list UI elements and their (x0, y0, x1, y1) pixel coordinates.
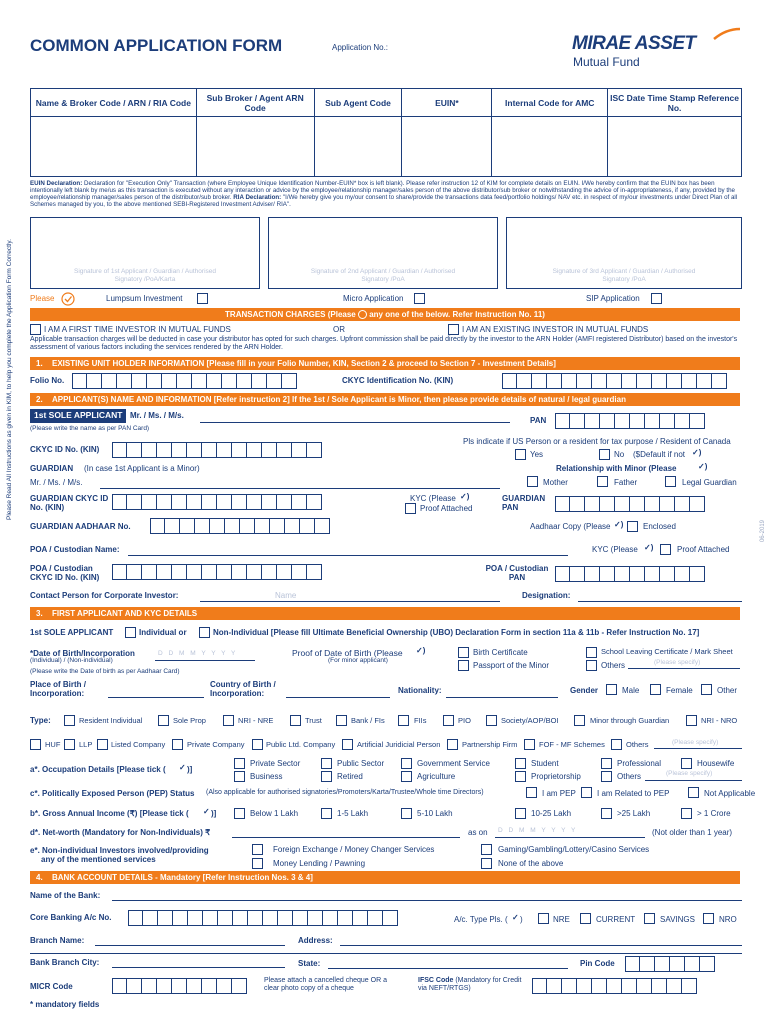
branch-name-line[interactable] (95, 945, 285, 946)
type-minor-label: Minor through Guardian (590, 716, 670, 725)
cheque-note: Please attach a cancelled cheque OR a clear photo copy of a cheque (264, 977, 387, 992)
income-1crore-checkbox[interactable] (681, 808, 692, 819)
default-if-not-label: ($Default if not (633, 450, 686, 459)
occ-government-checkbox[interactable] (401, 758, 412, 769)
income-25plus-checkbox[interactable] (601, 808, 612, 819)
branch-name-label: Branch Name: (30, 936, 85, 945)
type-trust-label: Trust (305, 716, 322, 725)
female-label: Female (666, 686, 693, 695)
sip-checkbox[interactable] (651, 293, 662, 304)
ac-type-label-end: ) (520, 915, 523, 924)
income-5to10-label: 5-10 Lakh (417, 809, 453, 818)
mother-label: Mother (543, 478, 568, 487)
poa-pan-boxes[interactable] (555, 566, 705, 582)
dob-label: *Date of Birth/Incorporation (30, 649, 135, 658)
type-sole-prop-label: Sole Prop (173, 716, 206, 725)
type-pio-label: PIO (458, 716, 471, 725)
broker-table (30, 88, 742, 177)
proof-others-specify: (Please specify) (654, 659, 701, 666)
signature-label-3: Signature of 3rd Applicant / Guardian / Authorised Signatory /PoA (552, 268, 696, 283)
type-listed-label: Listed Company (111, 740, 166, 749)
type-minor-checkbox[interactable] (574, 715, 585, 726)
tick-icon: ✓ (179, 763, 186, 772)
ifsc-note: (Mandatory for Credit via NEFT/RTGS) (418, 977, 522, 992)
bank-name-label: Name of the Bank: (30, 891, 101, 900)
father-checkbox[interactable] (597, 476, 608, 487)
or-label: OR (333, 325, 345, 334)
first-time-investor-checkbox[interactable] (30, 324, 41, 335)
broker-cell-isc[interactable] (608, 117, 742, 177)
type-fiis-checkbox[interactable] (398, 715, 409, 726)
lumpsum-label: Lumpsum Investment (106, 294, 183, 303)
poa-proof-label: Proof Attached (677, 545, 730, 554)
tick-icon: ✓) (644, 543, 654, 552)
type-bank-label: Bank / FIs (351, 716, 385, 725)
guardian-aadhaar-boxes[interactable] (150, 518, 330, 534)
passport-minor-checkbox[interactable] (458, 660, 469, 671)
networth-label: d*. Net-worth (Mandatory for Non-Individuals) ₹ (30, 828, 211, 837)
ria-declaration-text: "I/We hereby give you my/our consent to share/provide the transactions data feed/portfolio holdings/ NAV etc. in respect of my/our investments under Direct Plan of all Schemes managed by you, to the above mentioned SEBI-Registered Investment Adviser/ RIA". (30, 194, 738, 208)
page-title: COMMON APPLICATION FORM (30, 36, 283, 55)
aadhaar-copy-label: Aadhaar Copy (Please (530, 522, 611, 531)
type-llp-label: LLP (79, 740, 93, 749)
dob-placeholder: D D M M Y Y Y Y (158, 650, 238, 657)
first-time-investor-label: I AM A FIRST TIME INVESTOR IN MUTUAL FUNDS (44, 325, 231, 334)
section2-number: 2. (36, 395, 43, 404)
sole-applicant-badge: 1st SOLE APPLICANT (30, 409, 126, 423)
occ-business-label: Business (250, 772, 283, 781)
type-nri-nro-label: NRI - NRO (701, 716, 738, 725)
occ-government-label: Government Service (417, 759, 490, 768)
broker-header-internal-code: Internal Code for AMC (492, 89, 608, 117)
country-birth-line[interactable] (286, 697, 390, 698)
type-public-checkbox[interactable] (252, 739, 263, 750)
logo-swoosh-icon (712, 27, 742, 41)
euin-declaration (30, 180, 742, 208)
section4-bar-text: BANK ACCOUNT DETAILS - Mandatory [Refer Instruction Nos. 3 & 4] (52, 873, 313, 882)
occ-proprietorship-checkbox[interactable] (515, 771, 526, 782)
section4-bar (30, 871, 740, 884)
pep-yes-label: I am PEP (542, 789, 576, 798)
not-older-label: (Not older than 1 year) (652, 828, 733, 837)
occ-others-specify: (Please specify) (666, 770, 713, 777)
transaction-charges-bar (30, 308, 740, 321)
designation-line[interactable] (578, 601, 742, 602)
father-label: Father (614, 478, 638, 487)
branch-city-label: Bank Branch City: (30, 958, 100, 967)
poa-ckyc-boxes[interactable] (112, 564, 322, 580)
tick-icon: ✓ (203, 807, 210, 816)
broker-header-isc: ISC Date Time Stamp Reference No. (608, 89, 742, 117)
type-pio-checkbox[interactable] (443, 715, 454, 726)
type-sole-prop-checkbox[interactable] (158, 715, 169, 726)
guardian-pan-label: GUARDIAN PAN (502, 494, 546, 512)
euin-declaration-text: Declaration for "Execution Only" Transaction (where Employee Unique Identification Number-EUIN* box is left blank). Please refer instruction 12 of KIM for complete details on EUIN. I/We hereby confirm that the EUIN box has been intentionally left blank by me/us as this transaction is executed without any interaction or advice by the employee/relationship manager/sales person of the above distributor/sub broker or notwithstanding the advice of in-appropriateness, if any, provided by the employee/relationship manager/sales person of the distributor/sub broker. (30, 180, 735, 201)
existing-investor-checkbox[interactable] (448, 324, 459, 335)
for-minor-note: (For minor applicant) (328, 657, 388, 664)
folio-label: Folio No. (30, 376, 65, 385)
section2-bar (30, 393, 740, 406)
type-public-label: Public Ltd. Company (266, 740, 336, 749)
type-others-checkbox[interactable] (611, 739, 622, 750)
micro-checkbox[interactable] (414, 293, 425, 304)
legal-guardian-label: Legal Guardian (682, 478, 737, 487)
transaction-charges-note: Applicable transaction charges will be deducted in case your distributor has opted for such charges. Upfront commission shall be paid directly by the investor to the ARN Holder (AMFI registered Distributor) based on the investor's assessment of various factors including the services rendered by the ARN Holder. (30, 336, 738, 351)
poa-proof-checkbox[interactable] (660, 544, 671, 555)
broker-header-sub-broker: Sub Broker / Agent ARN Code (196, 89, 314, 117)
type-fiis-label: FIIs (414, 716, 427, 725)
type-listed-checkbox[interactable] (97, 739, 108, 750)
guardian-title-options: Mr. / Ms. / M/s. (30, 478, 83, 487)
address-line-2[interactable] (30, 953, 742, 954)
state-line[interactable] (328, 968, 568, 969)
pan-label: PAN (530, 416, 547, 425)
signature-label-2: Signature of 2nd Applicant / Guardian / Authorised Signatory /PoA (310, 268, 456, 283)
dob-note: (Please write the Date of birth as per Aadhaar Card) (30, 668, 180, 675)
occupation-label: a*. Occupation Details [Please tick ( (30, 765, 166, 774)
birth-cert-label: Birth Certificate (473, 648, 528, 657)
school-cert-label: School Leaving Certificate / Mark Sheet (601, 647, 733, 656)
income-label: b*. Gross Annual Income (₹) [Please tick ( (30, 809, 189, 818)
broker-cell-sub-broker[interactable] (196, 117, 314, 177)
ifsc-label: IFSC Code (418, 977, 454, 984)
section3-bar (30, 607, 740, 620)
branch-city-line[interactable] (112, 967, 285, 968)
as-on-placeholder: D D M M Y Y Y Y (498, 827, 578, 834)
nationality-label: Nationality: (398, 686, 442, 695)
guardian-pan-boxes[interactable] (555, 496, 705, 512)
pep-label: c*. Politically Exposed Person (PEP) Status (30, 789, 195, 798)
ckyc-id-label: CKYC ID No. (KIN) (30, 445, 100, 454)
place-birth-line[interactable] (108, 697, 204, 698)
aadhaar-enclosed-checkbox[interactable] (627, 521, 638, 532)
occ-retired-label: Retired (337, 772, 363, 781)
mother-checkbox[interactable] (527, 476, 538, 487)
section3-sole-label: 1st SOLE APPLICANT (30, 628, 114, 637)
nationality-line[interactable] (446, 697, 558, 698)
gender-other-label: Other (717, 686, 738, 695)
broker-cell-sub-agent[interactable] (314, 117, 402, 177)
legal-guardian-checkbox[interactable] (665, 476, 676, 487)
date-stamp: 06-2019 (760, 520, 766, 543)
birth-cert-checkbox[interactable] (458, 647, 469, 658)
tick-icon: ✓ (512, 913, 519, 922)
service-none-checkbox[interactable] (481, 858, 492, 869)
guardian-proof-label: Proof Attached (420, 504, 473, 513)
type-nri-nre-checkbox[interactable] (223, 715, 234, 726)
gender-other-checkbox[interactable] (701, 684, 712, 695)
occ-housewife-label: Housewife (697, 759, 735, 768)
type-resident-label: Resident Individual (79, 716, 143, 725)
existing-investor-label: I AM AN EXISTING INVESTOR IN MUTUAL FUNDS (462, 325, 649, 334)
as-on-label: as on (468, 828, 488, 837)
type-fof-label: FOF - MF Schemes (539, 740, 605, 749)
occ-housewife-checkbox[interactable] (681, 758, 692, 769)
tick-circle-icon (61, 292, 75, 306)
lumpsum-checkbox[interactable] (197, 293, 208, 304)
guardian-proof-checkbox[interactable] (405, 503, 416, 514)
pin-boxes[interactable] (625, 956, 715, 972)
address-line[interactable] (340, 945, 742, 946)
broker-header-euin: EUIN* (402, 89, 492, 117)
occ-professional-checkbox[interactable] (601, 758, 612, 769)
networth-line[interactable] (232, 837, 460, 838)
individual-checkbox[interactable] (125, 627, 136, 638)
occ-proprietorship-label: Proprietorship (531, 772, 581, 781)
tick-icon: ✓) (698, 462, 708, 471)
tick-icon: ✓) (460, 492, 470, 501)
contact-person-label: Contact Person for Corporate Investor: (30, 591, 179, 600)
address-label: Address: (298, 936, 333, 945)
us-person-yes-label: Yes (530, 450, 544, 459)
ac-type-label: A/c. Type Pls. ( (454, 915, 508, 924)
transaction-charges-bar-text-2: any one of the below. Refer Instruction No. 11) (369, 310, 545, 319)
type-others-line[interactable] (654, 748, 742, 749)
tick-icon: ✓) (614, 520, 624, 529)
signature-box-3[interactable] (506, 217, 742, 289)
pep-related-label: I am Related to PEP (597, 789, 670, 798)
poa-name-line[interactable] (128, 555, 568, 556)
pep-na-checkbox[interactable] (688, 787, 699, 798)
non-individual-checkbox[interactable] (199, 627, 210, 638)
female-checkbox[interactable] (650, 684, 661, 695)
type-private-checkbox[interactable] (172, 739, 183, 750)
name-as-per-pan-note: (Please write the name as per PAN Card) (30, 425, 150, 432)
section1-bar-text: EXISTING UNIT HOLDER INFORMATION [Please fill in your Folio Number, KIN, Section 2 & proceed to Section 7 - Investment Details] (52, 359, 556, 368)
section3-number: 3. (36, 609, 43, 618)
aadhaar-enclosed-label: Enclosed (643, 522, 676, 531)
income-1to5-label: 1-5 Lakh (337, 809, 369, 818)
broker-header-sub-agent: Sub Agent Code (314, 89, 402, 117)
occ-public-label: Public Sector (337, 759, 385, 768)
income-1to5-checkbox[interactable] (321, 808, 332, 819)
application-no-label: Application No.: (332, 43, 389, 52)
income-below1-checkbox[interactable] (234, 808, 245, 819)
ac-nro-checkbox[interactable] (703, 913, 714, 924)
ifsc-label-wrap (418, 977, 528, 993)
us-person-yes-checkbox[interactable] (515, 449, 526, 460)
dob-sub-label: (Individual) / (Non-individual) (30, 657, 113, 664)
type-huf-label: HUF (45, 740, 61, 749)
occ-business-checkbox[interactable] (234, 771, 245, 782)
non-ind-label-2: any of the mentioned services (41, 855, 156, 864)
side-instruction-note: Please Read All Instructions as given in KIM, to help you complete the Application Form Correctly. (6, 239, 13, 520)
us-person-label: Pls indicate if US Person or a resident for tax purpose / Resident of Canada (463, 437, 731, 446)
service-forex-label: Foreign Exchange / Money Changer Services (273, 845, 435, 854)
type-label: Type: (30, 716, 51, 725)
ac-nro-label: NRO (719, 915, 737, 924)
proof-dob-label: Proof of Date of Birth (Please (292, 648, 403, 658)
pep-note: (Also applicable for authorised signatories/Promoters/Karta/Trustee/Whole time Directors) (206, 789, 484, 796)
guardian-kyc-label: KYC (Please (410, 494, 456, 503)
income-1crore-label: > 1 Crore (697, 809, 731, 818)
guardian-name-line[interactable] (100, 488, 500, 489)
poa-kyc-label: KYC (Please (592, 545, 638, 554)
service-gaming-checkbox[interactable] (481, 844, 492, 855)
type-llp-checkbox[interactable] (64, 739, 75, 750)
pep-na-label: Not Applicable (704, 789, 756, 798)
type-partnership-label: Partnership Firm (462, 740, 518, 749)
type-partnership-checkbox[interactable] (447, 739, 458, 750)
ifsc-boxes[interactable] (532, 978, 697, 994)
poa-ckyc-label: POA / Custodian CKYC ID No. (KIN) (30, 564, 100, 582)
male-checkbox[interactable] (606, 684, 617, 695)
guardian-note: (In case 1st Applicant is a Minor) (84, 464, 200, 473)
occ-retired-checkbox[interactable] (321, 771, 332, 782)
ckyc-id-boxes[interactable] (112, 442, 322, 458)
transaction-charges-bar-text: TRANSACTION CHARGES (Please (225, 310, 356, 319)
signature-box-1[interactable] (30, 217, 260, 289)
type-artificial-checkbox[interactable] (342, 739, 353, 750)
pep-related-checkbox[interactable] (581, 787, 592, 798)
proof-others-checkbox[interactable] (586, 660, 597, 671)
school-cert-checkbox[interactable] (586, 647, 597, 658)
bank-name-line[interactable] (112, 900, 742, 901)
income-25plus-label: >25 Lakh (617, 809, 651, 818)
folio-boxes[interactable] (72, 373, 297, 389)
income-5to10-checkbox[interactable] (401, 808, 412, 819)
proof-others-line[interactable] (628, 668, 740, 669)
contact-name-line[interactable] (200, 601, 500, 602)
type-private-label: Private Company (187, 740, 245, 749)
occ-others-line[interactable] (645, 780, 742, 781)
mandatory-fields-note: * mandatory fields (30, 1000, 100, 1009)
please-label: Please (30, 294, 55, 303)
us-person-no-label: No (614, 450, 625, 459)
type-nri-nro-checkbox[interactable] (686, 715, 697, 726)
occ-student-checkbox[interactable] (515, 758, 526, 769)
male-label: Male (622, 686, 640, 695)
logo-sub: Mutual Fund (573, 55, 640, 69)
type-bank-checkbox[interactable] (336, 715, 347, 726)
poa-name-label: POA / Custodian Name: (30, 545, 120, 554)
pan-boxes[interactable] (555, 413, 705, 429)
tick-icon: ✓) (416, 646, 426, 655)
guardian-label: GUARDIAN (30, 464, 74, 473)
proof-others-label: Others (601, 661, 626, 670)
micro-label: Micro Application (343, 294, 404, 303)
micr-boxes[interactable] (112, 978, 247, 994)
ac-nre-checkbox[interactable] (538, 913, 549, 924)
occ-professional-label: Professional (617, 759, 662, 768)
ac-savings-checkbox[interactable] (644, 913, 655, 924)
type-others-specify: (Please specify) (672, 739, 719, 746)
income-10to25-checkbox[interactable] (515, 808, 526, 819)
type-resident-checkbox[interactable] (64, 715, 75, 726)
non-individual-label: Non-Individual [Please fill Ultimate Beneficial Ownership (UBO) Declaration Form in section 11a & 11b - Refer Instruction No. 17] (213, 628, 700, 637)
type-nri-nre-label: NRI - NRE (238, 716, 274, 725)
income-below1-label: Below 1 Lakh (250, 809, 299, 818)
type-fof-checkbox[interactable] (524, 739, 535, 750)
occ-public-checkbox[interactable] (321, 758, 332, 769)
pin-label: Pin Code (580, 959, 615, 968)
section1-bar (30, 357, 740, 370)
sip-label: SIP Application (586, 294, 640, 303)
occ-others-label: Others (617, 772, 642, 781)
individual-label: Individual or (139, 628, 187, 637)
occ-student-label: Student (531, 759, 559, 768)
type-artificial-label: Artificial Juridicial Person (357, 740, 441, 749)
poa-pan-label: POA / Custodian PAN (485, 564, 549, 582)
guardian-aadhaar-label: GUARDIAN AADHAAR No. (30, 522, 131, 531)
type-society-label: Society/AOP/BOI (501, 716, 559, 725)
contact-name-placeholder: Name (275, 591, 297, 600)
occ-private-label: Private Sector (250, 759, 301, 768)
ria-declaration-title: RIA Declaration: (233, 194, 282, 201)
applicant-name-line[interactable] (200, 422, 510, 423)
as-on-line[interactable] (495, 837, 645, 838)
tick-circle-icon (358, 310, 367, 319)
service-lending-checkbox[interactable] (252, 858, 263, 869)
non-ind-label: e*. Non-individual Investors involved/providing (30, 846, 209, 855)
income-10to25-label: 10-25 Lakh (531, 809, 572, 818)
broker-cell-arn[interactable] (31, 117, 197, 177)
section2-bar-text: APPLICANT(S) NAME AND INFORMATION [Refer instruction 2] If the 1st / Sole Applicant is Minor, then please provide details of natural / legal guardian (52, 395, 626, 404)
guardian-ckyc-label: GUARDIAN CKYC ID No. (KIN) (30, 494, 109, 512)
us-person-no-checkbox[interactable] (599, 449, 610, 460)
core-banking-boxes[interactable] (128, 910, 398, 926)
service-none-label: None of the above (498, 859, 564, 868)
euin-declaration-title: EUIN Declaration: (30, 180, 83, 187)
ac-current-checkbox[interactable] (580, 913, 591, 924)
occ-agriculture-label: Agriculture (417, 772, 456, 781)
designation-label: Designation: (522, 591, 571, 600)
section1-number: 1. (36, 359, 43, 368)
broker-cell-euin[interactable] (402, 117, 492, 177)
service-lending-label: Money Lending / Pawning (273, 859, 366, 868)
signature-label-1: Signature of 1st Applicant / Guardian / Authorised Signatory /PoA/Karta (73, 268, 216, 283)
ac-current-label: CURRENT (596, 915, 636, 924)
pep-yes-checkbox[interactable] (526, 787, 537, 798)
passport-minor-label: Passport of the Minor (473, 661, 550, 670)
section4-number: 4. (36, 873, 43, 882)
type-society-checkbox[interactable] (486, 715, 497, 726)
micr-label: MICR Code (30, 982, 73, 991)
relationship-label: Relationship with Minor (Please (556, 464, 677, 473)
occ-private-checkbox[interactable] (234, 758, 245, 769)
logo-main: MIRAE ASSET (572, 33, 696, 54)
state-label: State: (298, 959, 321, 968)
core-banking-label: Core Banking A/c No. (30, 913, 112, 922)
occupation-label-end: )] (187, 765, 193, 774)
ckyc-identification-boxes[interactable] (502, 373, 727, 389)
occ-agriculture-checkbox[interactable] (401, 771, 412, 782)
ac-savings-label: SAVINGS (660, 915, 695, 924)
country-birth-label: Country of Birth / Incorporation: (210, 680, 276, 698)
guardian-ckyc-boxes[interactable] (112, 494, 322, 510)
service-forex-checkbox[interactable] (252, 844, 263, 855)
type-others-label: Others (626, 740, 649, 749)
ckyc-identification-label: CKYC Identification No. (KIN) (342, 376, 454, 385)
broker-header-arn: Name & Broker Code / ARN / RIA Code (31, 89, 197, 117)
dob-line[interactable] (155, 660, 255, 661)
type-huf-checkbox[interactable] (30, 739, 41, 750)
ac-nre-label: NRE (553, 915, 570, 924)
service-gaming-label: Gaming/Gambling/Lottery/Casino Services (498, 845, 650, 854)
signature-box-2[interactable] (268, 217, 498, 289)
occ-others-checkbox[interactable] (601, 771, 612, 782)
income-label-end: )] (211, 809, 217, 818)
applicant-title-options: Mr. / Ms. / M/s. (130, 411, 184, 420)
type-trust-checkbox[interactable] (290, 715, 301, 726)
tick-icon: ✓) (692, 448, 702, 457)
place-birth-label: Place of Birth / Incorporation: (30, 680, 87, 698)
gender-label: Gender (570, 686, 599, 695)
logo (572, 27, 747, 73)
broker-cell-internal-code[interactable] (492, 117, 608, 177)
section3-bar-text: FIRST APPLICANT AND KYC DETAILS (52, 609, 198, 618)
